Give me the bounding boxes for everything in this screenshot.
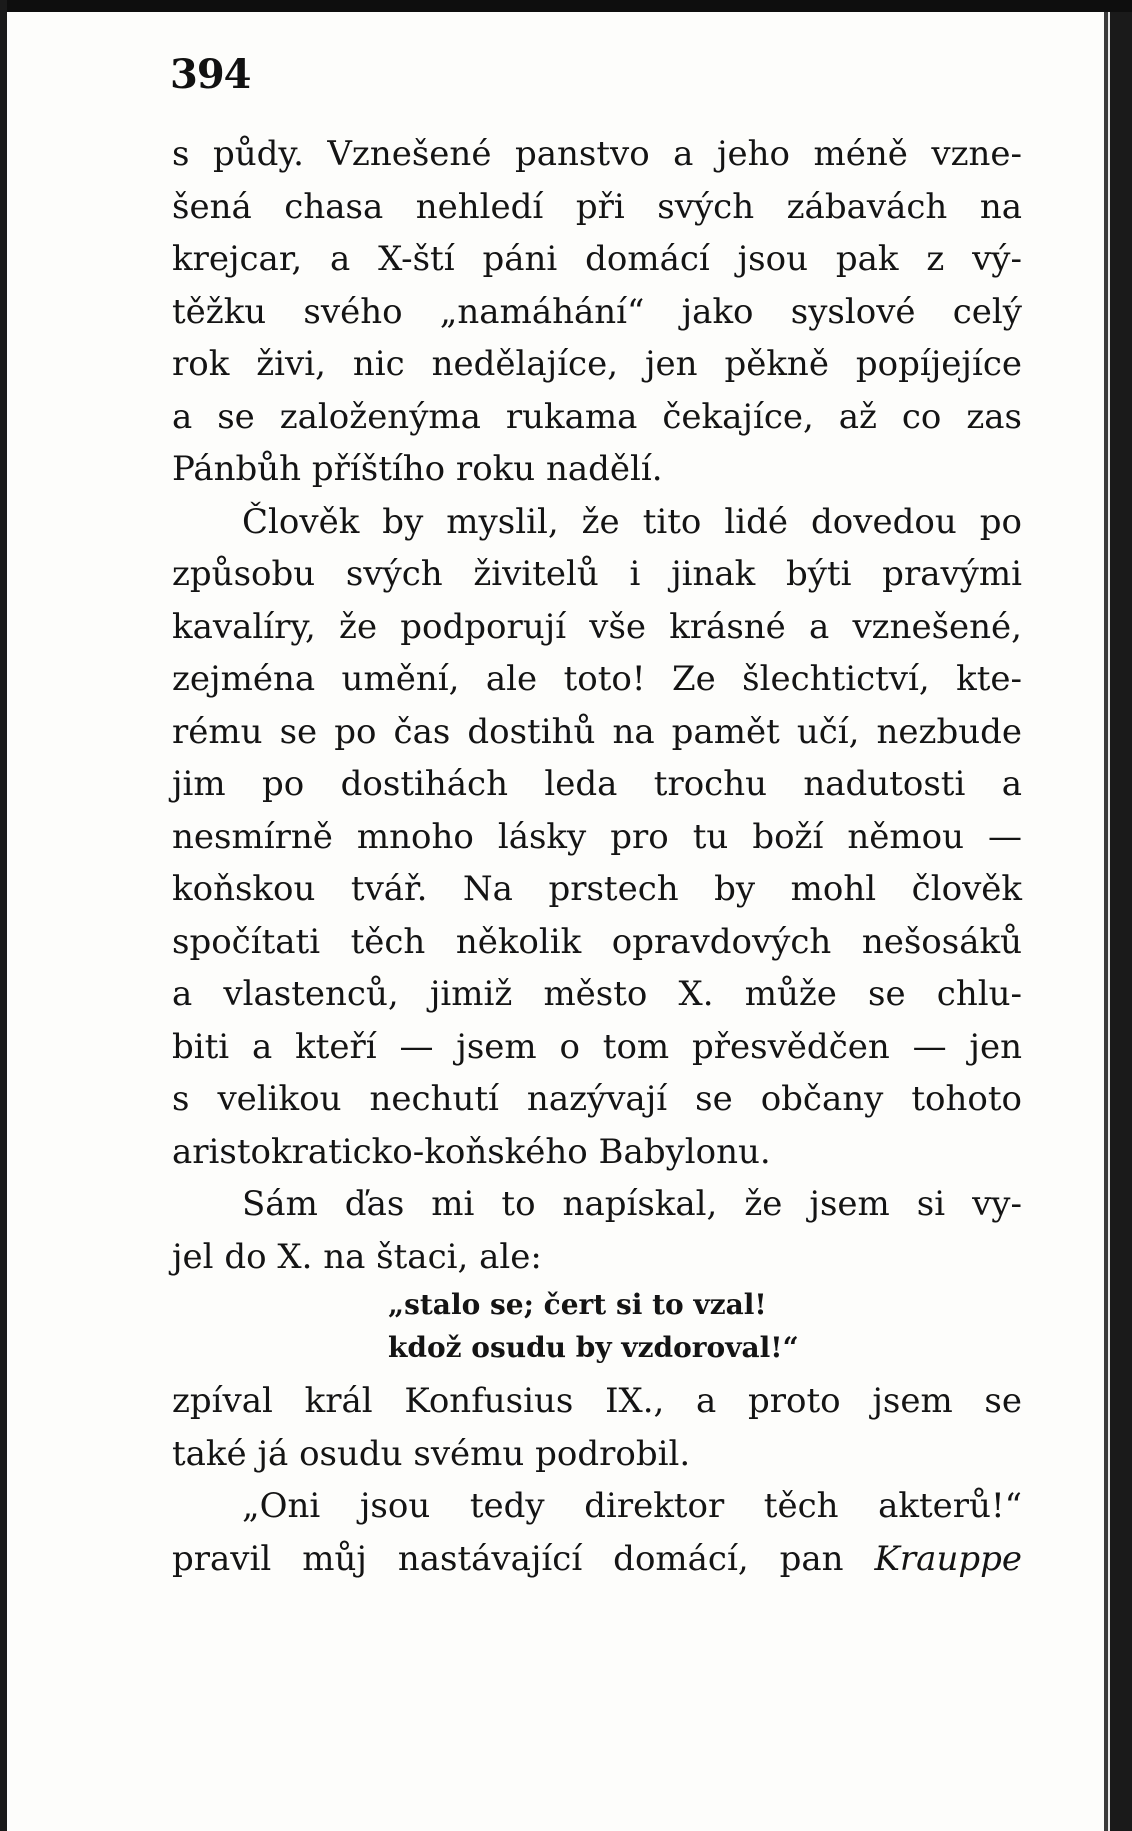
text-line: a se založenýma rukama čekajíce, až co zas <box>172 396 1022 437</box>
scan-left-edge <box>0 0 7 1831</box>
text-line: Člověk by myslil, že tito lidé dovedou po <box>242 501 1022 542</box>
scan-right-border <box>1110 12 1132 1831</box>
final-line-text: pravil můj nastávající domácí, pan <box>172 1538 844 1579</box>
text-line: šená chasa nehledí při svých zábavách na <box>172 186 1022 227</box>
text-line: také já osudu svému podrobil. <box>172 1433 691 1474</box>
text-line: způsobu svých živitelů i jinak býti pravými <box>172 554 1022 594</box>
text-line: jim po dostihách leda trochu nadutosti a <box>172 764 1022 804</box>
text-line: nesmírně mnoho lásky pro tu boží němou — <box>172 816 1022 857</box>
scan-top-border <box>0 0 1132 12</box>
text-line: rok živi, nic nedělajíce, jen pěkně popíjejíce <box>172 344 1022 384</box>
text-line: s velikou nechutí nazývají se občany tohoto <box>172 1079 1022 1119</box>
text-line: Pánbůh příštího roku nadělí. <box>172 449 663 489</box>
text-line: biti a kteří — jsem o tom přesvědčen — jen <box>172 1026 1022 1067</box>
text-line-final <box>172 1533 1022 1586</box>
text-line: rému se po čas dostihů na pamět učí, nezbude <box>172 711 1022 752</box>
text-line: krejcar, a X-ští páni domácí jsou pak z vý- <box>172 239 1022 279</box>
text-line: zejména umění, ale toto! Ze šlechtictví, kte- <box>172 659 1022 699</box>
verse-line: kdož osudu by vzdoroval!“ <box>388 1331 799 1364</box>
text-line: těžku svého „namáhání“ jako syslové celý <box>172 291 1022 332</box>
text-line: Sám ďas mi to napískal, že jsem si vy- <box>242 1184 1022 1224</box>
text-line: aristokraticko-koňského Babylonu. <box>172 1131 771 1172</box>
text-line: jel do X. na štaci, ale: <box>172 1236 542 1277</box>
page-number: 394 <box>170 51 251 98</box>
text-line: a vlastenců, jimiž město X. může se chlu- <box>172 974 1022 1014</box>
text-line: koňskou tvář. Na prstech by mohl člověk <box>172 869 1022 909</box>
text-line: zpíval král Konfusius IX., a proto jsem se <box>172 1381 1022 1421</box>
body-text <box>172 128 1022 1585</box>
verse-line: „stalo se; čert si to vzal! <box>388 1288 767 1321</box>
text-line: s půdy. Vznešené panstvo a jeho méně vzne- <box>172 134 1022 174</box>
text-line: „Oni jsou tedy direktor těch akterů!“ <box>242 1486 1022 1526</box>
text-line: spočítati těch několik opravdových nešosáků <box>172 921 1022 962</box>
italic-name: Krauppe <box>874 1538 1022 1579</box>
text-line: kavalíry, že podporují vše krásné a vznešené, <box>172 606 1022 647</box>
